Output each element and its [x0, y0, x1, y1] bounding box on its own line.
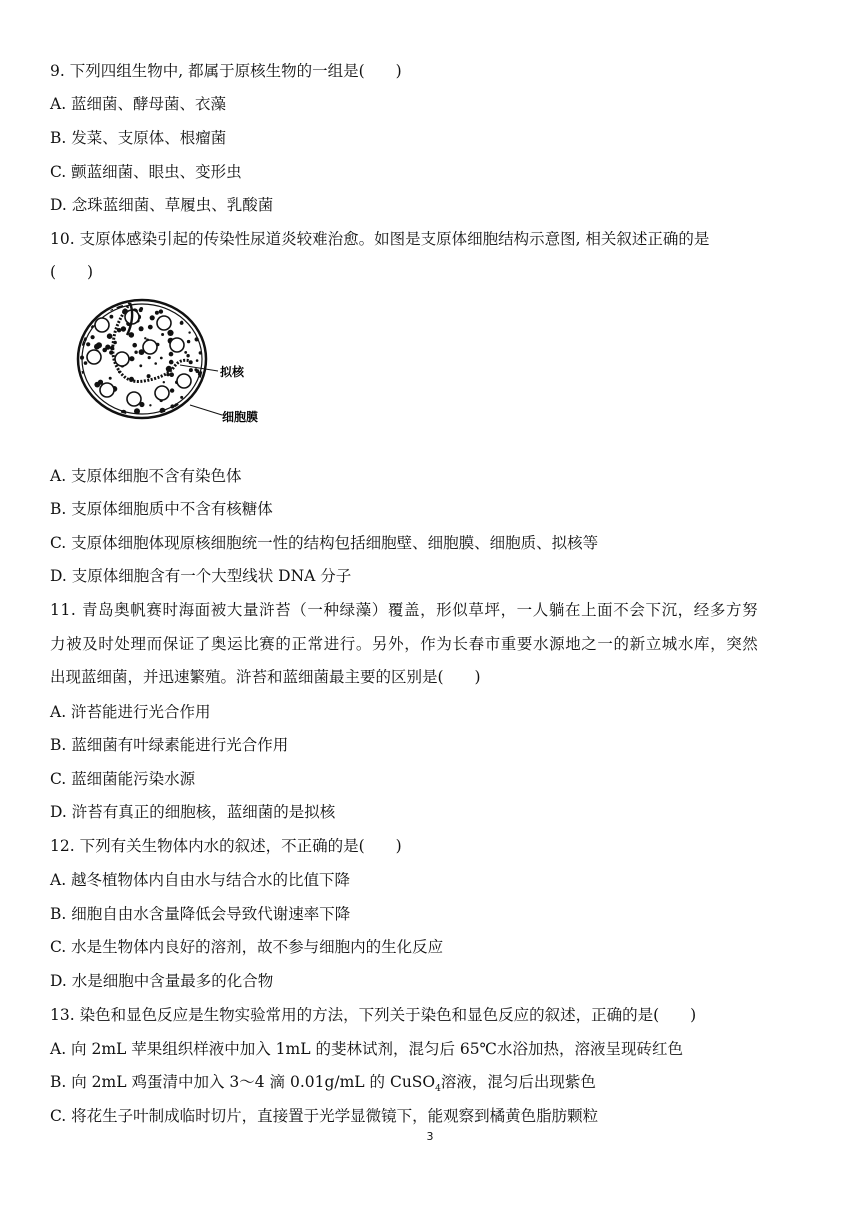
cytoplasm-dot — [84, 361, 88, 365]
vesicle — [87, 350, 101, 364]
question-13-option-c: C. 将花生子叶制成临时切片，直接置于光学显微镜下，能观察到橘黄色脂肪颗粒 — [50, 1107, 599, 1125]
question-12-option-a: A. 越冬植物体内自由水与结合水的比值下降 — [50, 871, 351, 889]
question-12-option-d: D. 水是细胞中含量最多的化合物 — [50, 972, 274, 990]
cytoplasm-dot — [196, 359, 199, 362]
question-9-option-b: B. 发菜、支原体、根瘤菌 — [50, 129, 227, 147]
cytoplasm-dot — [169, 352, 174, 357]
question-11-option-c: C. 蓝细菌能污染水源 — [50, 770, 196, 788]
cytoplasm-dot — [121, 326, 126, 331]
cytoplasm-dot — [188, 313, 192, 317]
cytoplasm-dot — [169, 372, 174, 377]
vesicle — [95, 318, 109, 332]
question-13-stem: 13. 染色和显色反应是生物实验常用的方法，下列关于染色和显色反应的叙述，正确的是( ) — [50, 1006, 697, 1024]
cytoplasm-dot — [99, 300, 105, 306]
cytoplasm-dot — [139, 364, 142, 367]
cytoplasm-dot — [96, 342, 102, 348]
cytoplasm-dot — [160, 357, 163, 360]
question-11-option-b: B. 蓝细菌有叶绿素能进行光合作用 — [50, 736, 289, 754]
cytoplasm-dot — [195, 337, 199, 341]
question-9-stem: 9. 下列四组生物中, 都属于原核生物的一组是( ) — [50, 62, 402, 80]
cytoplasm-dot — [107, 333, 113, 339]
cytoplasm-dot — [187, 340, 190, 343]
nucleoid-label: 拟核 — [220, 365, 245, 379]
question-12-option-b: B. 细胞自由水含量降低会导致代谢速率下降 — [50, 905, 351, 923]
mycoplasma-cell-diagram — [72, 295, 262, 430]
cytoplasm-dot — [148, 325, 153, 330]
cytoplasm-dot — [161, 333, 164, 336]
cytoplasm-dot — [139, 326, 144, 331]
vesicle — [100, 383, 114, 397]
cytoplasm-dot — [110, 315, 114, 319]
cytoplasm-dot — [134, 408, 140, 414]
vesicle — [157, 316, 171, 330]
vesicle — [127, 392, 141, 406]
cytoplasm-dot — [86, 342, 90, 346]
question-11-option-d: D. 浒苔有真正的细胞核，蓝细菌的是拟核 — [50, 803, 336, 821]
question-9-option-c: C. 颤蓝细菌、眼虫、变形虫 — [50, 163, 242, 181]
cytoplasm-dot — [170, 388, 174, 392]
question-10-option-d: D. 支原体细胞含有一个大型线状 DNA 分子 — [50, 567, 352, 585]
cytoplasm-dot — [194, 368, 197, 371]
cytoplasm-dot — [89, 399, 94, 404]
question-9-option-d: D. 念珠蓝细菌、草履虫、乳酸菌 — [50, 196, 274, 214]
cytoplasm-dot — [94, 382, 100, 388]
cytoplasm-dot — [154, 362, 157, 365]
cytoplasm-dot — [150, 315, 155, 320]
cytoplasm-dot — [91, 335, 95, 339]
cytoplasm-dot — [159, 309, 163, 313]
cytoplasm-dot — [155, 311, 159, 315]
question-10-option-a: A. 支原体细胞不含有染色体 — [50, 467, 242, 485]
question-11-stem-line-3: 出现蓝细菌，并迅速繁殖。浒苔和蓝细菌最主要的区别是( ) — [50, 668, 481, 686]
question-10-option-b: B. 支原体细胞质中不含有核糖体 — [50, 500, 273, 518]
cytoplasm-dot — [139, 308, 143, 312]
page-number: 3 — [426, 1130, 434, 1143]
vesicle — [177, 374, 191, 388]
question-10-option-c: C. 支原体细胞体现原核细胞统一性的结构包括细胞壁、细胞膜、细胞质、拟核等 — [50, 534, 599, 552]
cytoplasm-dot — [180, 321, 184, 325]
cytoplasm-dot — [189, 360, 193, 364]
cytoplasm-dot — [90, 309, 93, 312]
cytoplasm-dot — [90, 405, 93, 408]
cytoplasm-dot — [199, 351, 202, 354]
cytoplasm-dot — [180, 396, 183, 399]
cytoplasm-dot — [129, 356, 134, 361]
cytoplasm-dot — [81, 371, 84, 374]
question-9-option-a: A. 蓝细菌、酵母菌、衣藻 — [50, 95, 227, 113]
cytoplasm-dot — [148, 356, 151, 359]
question-13-option-b-text-end: 溶液，混匀后出现紫色 — [440, 1073, 596, 1091]
cytoplasm-dot — [132, 343, 137, 348]
cytoplasm-dot — [186, 354, 189, 357]
cell-membrane-label: 细胞膜 — [222, 410, 259, 424]
cytoplasm-dot — [188, 331, 190, 333]
vesicle — [155, 386, 169, 400]
question-13-option-b-text: B. 向 2mL 鸡蛋清中加入 3～4 滴 0.01g/mL 的 CuSO — [50, 1073, 436, 1091]
cytoplasm-dot — [108, 345, 111, 348]
cytoplasm-dot — [186, 407, 190, 411]
question-10-stem: 10. 支原体感染引起的传染性尿道炎较难治愈。如图是支原体细胞结构示意图, 相关叙述正确的是 — [50, 230, 710, 248]
cytoplasm-dot — [167, 330, 173, 336]
question-11-stem-line-2: 力被及时处理而保证了奥运比赛的正常进行。另外，作为长春市重要水源地之一的新立城水库，突然 — [50, 635, 759, 653]
question-10-stem-cont: ( ) — [50, 263, 94, 281]
cytoplasm-dot — [199, 395, 204, 400]
cytoplasm-dot — [80, 356, 84, 360]
cytoplasm-dot — [91, 325, 94, 328]
cytoplasm-dot — [109, 377, 112, 380]
cytoplasm-dot — [120, 305, 123, 308]
vesicle — [115, 352, 129, 366]
cytoplasm-dot — [149, 404, 151, 406]
question-12-stem: 12. 下列有关生物体内水的叙述，不正确的是( ) — [50, 837, 402, 855]
question-13-option-a: A. 向 2mL 苹果组织样液中加入 1mL 的斐林试剂，混匀后 65℃水浴加热，溶液呈现砖红色 — [50, 1040, 683, 1058]
vesicle — [143, 340, 157, 354]
question-11-option-a: A. 浒苔能进行光合作用 — [50, 703, 211, 721]
question-11-stem-line-1: 11. 青岛奥帆赛时海面被大量浒苔（一种绿藻）覆盖，形似草坪，一人躺在上面不会下沉，经多方努 — [50, 601, 759, 619]
cytoplasm-dot — [170, 404, 174, 408]
cytoplasm-dot — [169, 360, 174, 365]
vesicle — [170, 338, 184, 352]
cytoplasm-dot — [83, 337, 87, 341]
cytoplasm-dot — [90, 303, 95, 308]
cytoplasm-dot — [189, 368, 193, 372]
cytoplasm-dot — [85, 405, 91, 411]
cytoplasm-dot — [160, 408, 166, 414]
question-12-option-c: C. 水是生物体内良好的溶剂，故不参与细胞内的生化反应 — [50, 938, 444, 956]
cytoplasm-dot — [163, 381, 165, 383]
cytoplasm-dot — [134, 351, 137, 354]
cytoplasm-dot — [129, 332, 135, 338]
cytoplasm-dot — [147, 374, 151, 378]
cytoplasm-dot — [184, 351, 187, 354]
question-13-option-b-subscript: 4 — [435, 1084, 441, 1095]
question-13-option-b — [50, 1072, 596, 1099]
cytoplasm-dot — [144, 337, 146, 339]
